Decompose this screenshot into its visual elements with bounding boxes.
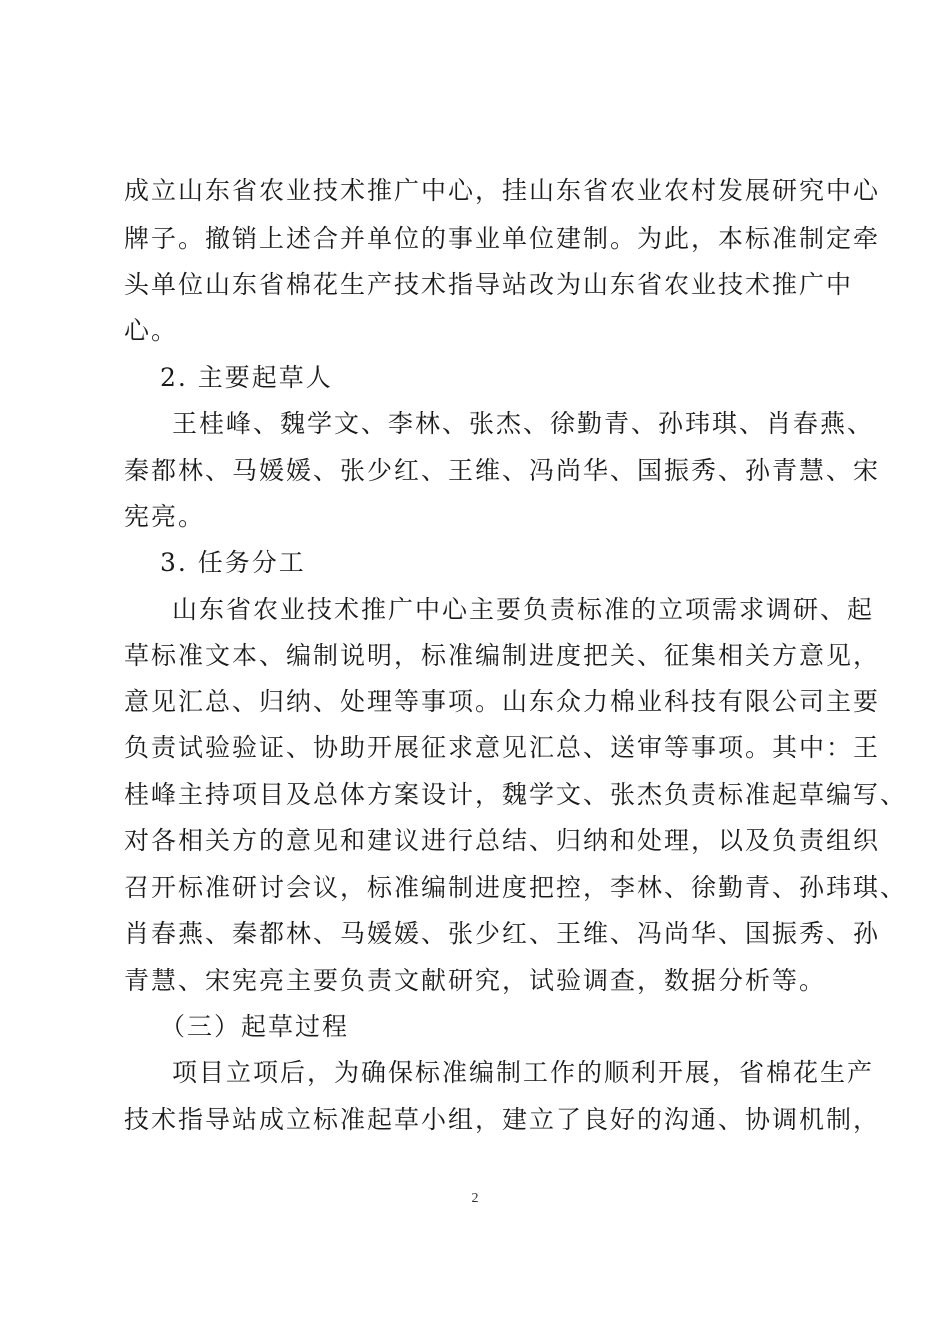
text-line: 秦都林、马媛媛、张少红、王维、冯尚华、国振秀、孙青慧、宋 xyxy=(124,456,881,485)
text-line: 召开标准研讨会议，标准编制进度把控，李林、徐勤青、孙玮琪、 xyxy=(124,873,908,902)
text-line: 山东省农业技术推广中心主要负责标准的立项需求调研、起 xyxy=(172,595,875,624)
text-line: 意见汇总、归纳、处理等事项。山东众力棉业科技有限公司主要 xyxy=(124,687,881,716)
section-heading: 3. 任务分工 xyxy=(160,548,306,577)
text-line: 项目立项后，为确保标准编制工作的顺利开展，省棉花生产 xyxy=(172,1058,875,1087)
text-line: 技术指导站成立标准起草小组，建立了良好的沟通、协调机制， xyxy=(124,1105,881,1134)
page-number: 2 xyxy=(471,1191,479,1206)
section-heading: （三）起草过程 xyxy=(160,1012,350,1041)
text-line: 青慧、宋宪亮主要负责文献研究，试验调查，数据分析等。 xyxy=(124,966,827,995)
text-line: 牌子。撤销上述合并单位的事业单位建制。为此，本标准制定牵 xyxy=(124,224,881,253)
text-line: 头单位山东省棉花生产技术指导站改为山东省农业技术推广中 xyxy=(124,270,854,299)
text-line: 对各相关方的意见和建议进行总结、归纳和处理，以及负责组织 xyxy=(124,826,881,855)
text-line: 王桂峰、魏学文、李林、张杰、徐勤青、孙玮琪、肖春燕、 xyxy=(172,409,875,438)
text-line: 肖春燕、秦都林、马媛媛、张少红、王维、冯尚华、国振秀、孙 xyxy=(124,919,881,948)
text-line: 成立山东省农业技术推广中心，挂山东省农业农村发展研究中心 xyxy=(124,176,881,205)
text-line: 心。 xyxy=(124,316,179,345)
text-line: 宪亮。 xyxy=(124,502,206,531)
text-line: 草标准文本、编制说明，标准编制进度把关、征集相关方意见， xyxy=(124,641,881,670)
section-heading: 2. 主要起草人 xyxy=(160,363,333,392)
text-line: 桂峰主持项目及总体方案设计，魏学文、张杰负责标准起草编写、 xyxy=(124,780,908,809)
text-line: 负责试验验证、协助开展征求意见汇总、送审等事项。其中：王 xyxy=(124,733,881,762)
